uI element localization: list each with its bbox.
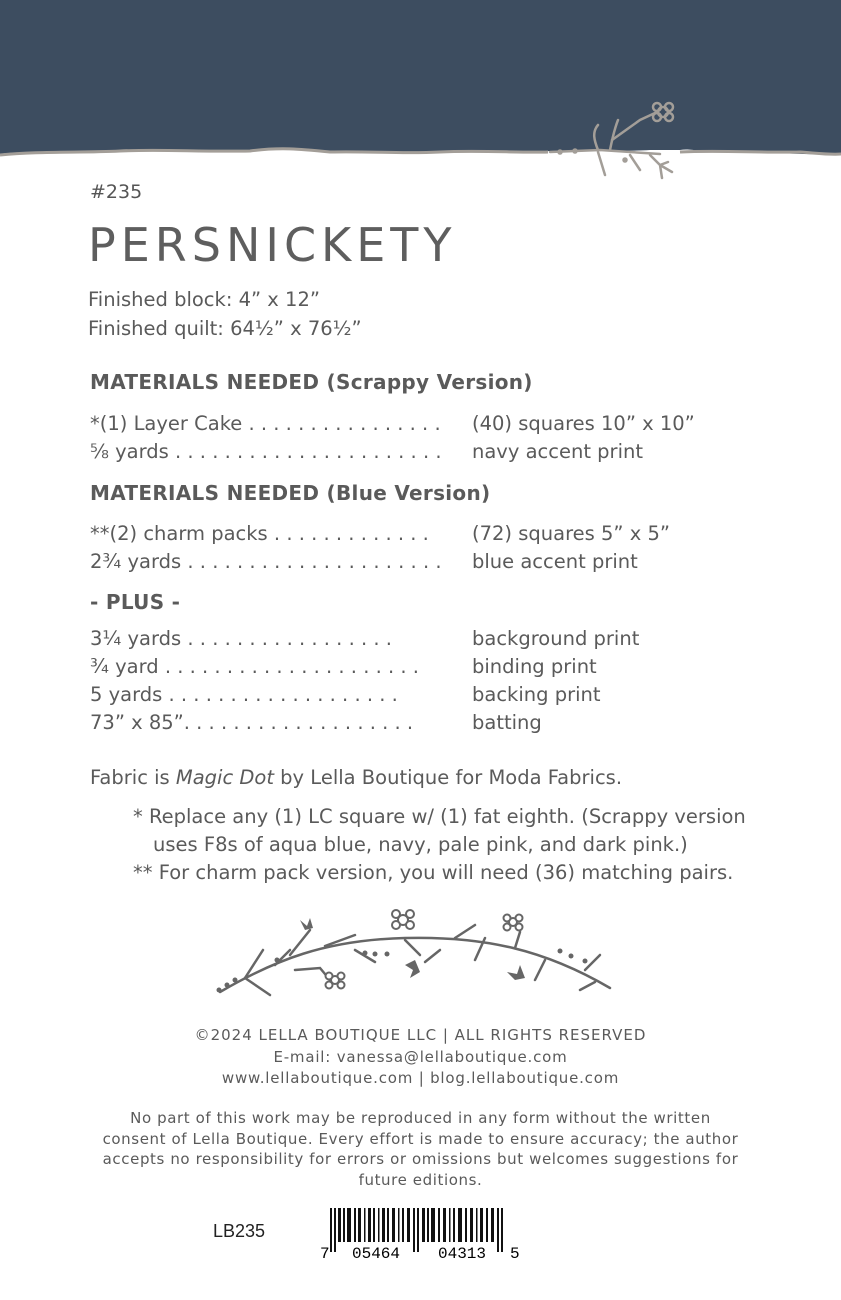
plus-heading: - PLUS - <box>90 590 181 614</box>
materials-blue-heading: MATERIALS NEEDED (Blue Version) <box>90 481 491 505</box>
barcode-check-digit: 5 <box>510 1245 520 1263</box>
material-row <box>90 711 790 739</box>
header-band <box>0 0 841 190</box>
material-qty: 3¼ yards . . . . . . . . . . . . . . . . . <box>90 627 392 650</box>
barcode-first-digit: 7 <box>320 1245 330 1263</box>
material-desc: (40) squares 10” x 10” <box>472 412 695 435</box>
material-desc: background print <box>472 627 640 650</box>
material-row <box>90 683 790 711</box>
product-sku: LB235 <box>213 1221 266 1241</box>
footnote-2: ** For charm pack version, you will need (36) matching pairs. <box>133 861 734 884</box>
fabric-line-name: Magic Dot <box>175 766 274 789</box>
finished-quilt: Finished quilt: 64½” x 76½” <box>88 317 362 340</box>
material-qty: **(2) charm packs . . . . . . . . . . . . . <box>90 522 429 545</box>
material-row <box>90 522 790 550</box>
material-qty: 73” x 85”. . . . . . . . . . . . . . . . . . . <box>90 711 414 734</box>
material-row <box>90 550 790 578</box>
barcode-right-digits: 04313 <box>438 1245 487 1263</box>
website-links[interactable]: www.lellaboutique.com | blog.lellaboutique.com <box>221 1069 620 1087</box>
legal-notice: No part of this work may be reproduced in any form without the written consent of Lella Boutique. Every effort is made to ensure accuracy; the author accepts no responsibility for errors or omissions but welcomes suggestions for future editions. <box>102 1109 739 1189</box>
material-row <box>90 627 790 655</box>
barcode-left-digits: 05464 <box>352 1245 401 1263</box>
material-row <box>90 655 790 683</box>
material-row <box>90 440 790 468</box>
material-qty: *(1) Layer Cake . . . . . . . . . . . . . . . . <box>90 412 441 435</box>
pattern-number: #235 <box>90 181 143 203</box>
material-desc: backing print <box>472 683 601 706</box>
barcode <box>320 1206 560 1268</box>
footnote-1-line-1: * Replace any (1) LC square w/ (1) fat eighth. (Scrappy version <box>133 805 746 828</box>
email-contact[interactable]: E-mail: vanessa@lellaboutique.com <box>273 1048 568 1066</box>
material-desc: blue accent print <box>472 550 638 573</box>
materials-scrappy-heading: MATERIALS NEEDED (Scrappy Version) <box>90 370 533 394</box>
material-qty: 2¾ yards . . . . . . . . . . . . . . . . . . . . . <box>90 550 442 573</box>
barcode-bars-icon <box>320 1206 560 1264</box>
copyright-notice: ©2024 LELLA BOUTIQUE LLC | ALL RIGHTS RESERVED <box>194 1026 647 1044</box>
footnote-1-line-2: uses F8s of aqua blue, navy, pale pink, and dark pink.) <box>153 833 688 856</box>
material-desc: binding print <box>472 655 597 678</box>
material-row <box>90 412 790 440</box>
material-desc: (72) squares 5” x 5” <box>472 522 670 545</box>
material-qty: 5 yards . . . . . . . . . . . . . . . . . . . <box>90 683 398 706</box>
material-desc: batting <box>472 711 542 734</box>
material-desc: navy accent print <box>472 440 643 463</box>
material-qty: ⅝ yards . . . . . . . . . . . . . . . . . . . . . . <box>90 440 442 463</box>
material-qty: ¾ yard . . . . . . . . . . . . . . . . . . . . . <box>90 655 419 678</box>
floral-vine-icon <box>205 900 625 1000</box>
fabric-prefix: Fabric is <box>90 766 176 789</box>
fabric-note <box>90 766 622 789</box>
fabric-suffix: by Lella Boutique for Moda Fabrics. <box>273 766 623 789</box>
finished-block: Finished block: 4” x 12” <box>88 288 320 311</box>
pattern-title: PERSNICKETY <box>88 218 457 272</box>
